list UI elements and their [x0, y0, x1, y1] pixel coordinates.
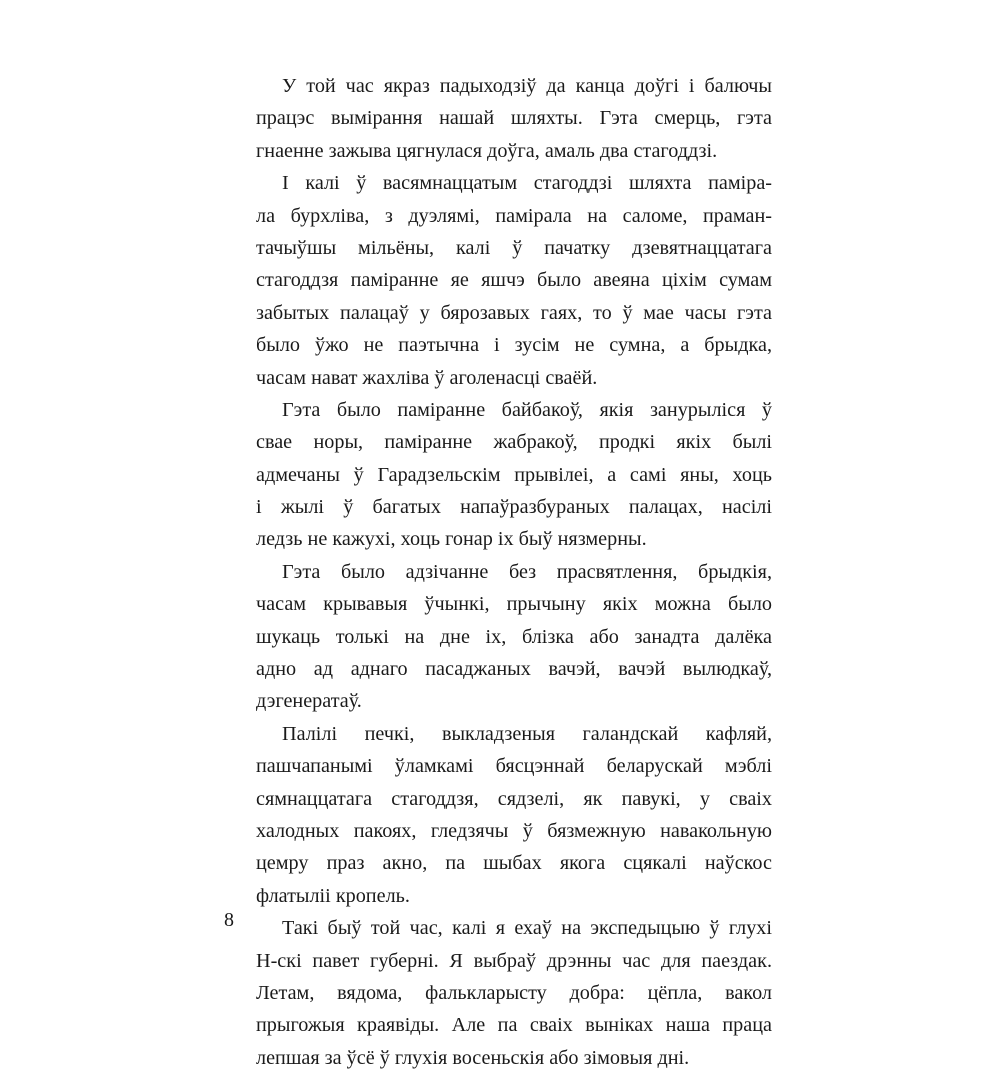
- text-line: сямнаццатага стагоддзя, сядзелі, як павукі, у сваіх: [256, 787, 772, 810]
- paragraph-1: [256, 70, 772, 167]
- paragraph-5: [256, 718, 772, 912]
- text-line: свае норы, паміранне жабракоў, продкі якіх былі: [256, 431, 772, 454]
- text-line: працэс вымірання нашай шляхты. Гэта смерць, гэта: [256, 107, 772, 130]
- text-line: Гэта было паміранне байбакоў, якія занурыліся ў: [282, 398, 772, 421]
- page-text: [256, 70, 772, 1074]
- text-line: цемру праз акно, па шыбах якога сцякалі наўскос: [256, 852, 772, 875]
- text-line: забытых палацаў у бярозавых гаях, то ў мае часы гэта: [256, 301, 772, 324]
- paragraph-6: [256, 912, 772, 1074]
- text-line: адно ад аднаго пасаджаных вачэй, вачэй вылюдкаў,: [256, 658, 772, 681]
- text-line: стагоддзя паміранне яе яшчэ было авеяна ціхім сумам: [256, 269, 772, 292]
- text-line: тачыўшы мільёны, калі ў пачатку дзевятнаццатага: [256, 236, 772, 259]
- text-line: часам нават жахліва ў аголенасці сваёй.: [256, 366, 598, 389]
- text-line: прыгожыя краявіды. Але па сваіх выніках наша праца: [256, 1014, 772, 1037]
- text-line: шукаць толькі на дне іх, блізка або занадта далёка: [256, 625, 772, 648]
- text-line: Гэта было адзічанне без прасвятлення, брыдкія,: [282, 560, 772, 583]
- paragraph-3: [256, 394, 772, 556]
- text-line: Летам, вядома, фалькларысту добра: цёпла, вакол: [256, 981, 772, 1004]
- text-line: Н-скі павет губерні. Я выбраў дрэнны час для паездак.: [256, 949, 772, 972]
- text-line: флатыліі кропель.: [256, 884, 410, 907]
- text-line: лепшая за ўсё ў глухія восеньскія або зімовыя дні.: [256, 1046, 690, 1069]
- text-line: дэгенератаў.: [256, 690, 362, 713]
- text-line: было ўжо не паэтычна і зусім не сумна, а брыдка,: [256, 334, 772, 357]
- text-line: ла бурхліва, з дуэлямі, памірала на саломе, праман-: [256, 204, 772, 227]
- text-line: і жылі ў багатых напаўразбураных палацах, насілі: [256, 496, 772, 519]
- text-line: Палілі печкі, выкладзеныя галандскай кафляй,: [282, 722, 772, 745]
- text-line: І калі ў васямнаццатым стагоддзі шляхта паміра-: [282, 172, 772, 195]
- text-line: ледзь не кажухі, хоць гонар іх быў нязмерны.: [256, 528, 647, 551]
- text-line: часам крывавыя ўчынкі, прычыну якіх можна было: [256, 593, 772, 616]
- text-line: гнаенне зажыва цягнулася доўга, амаль два стагоддзі.: [256, 139, 718, 162]
- text-line: Такі быў той час, калі я ехаў на экспедыцыю ў глухі: [282, 917, 772, 940]
- paragraph-2: [256, 167, 772, 394]
- text-line: пашчапанымі ўламкамі бясцэннай беларускай мэблі: [256, 755, 772, 778]
- page-number: 8: [224, 909, 234, 931]
- text-line: халодных пакоях, гледзячы ў бязмежную навакольную: [256, 819, 772, 842]
- paragraph-4: [256, 556, 772, 718]
- text-line: У той час якраз падыходзіў да канца доўгі і балючы: [282, 75, 772, 97]
- text-line: адмечаны ў Гарадзельскім прывілеі, а самі яны, хоць: [256, 463, 772, 486]
